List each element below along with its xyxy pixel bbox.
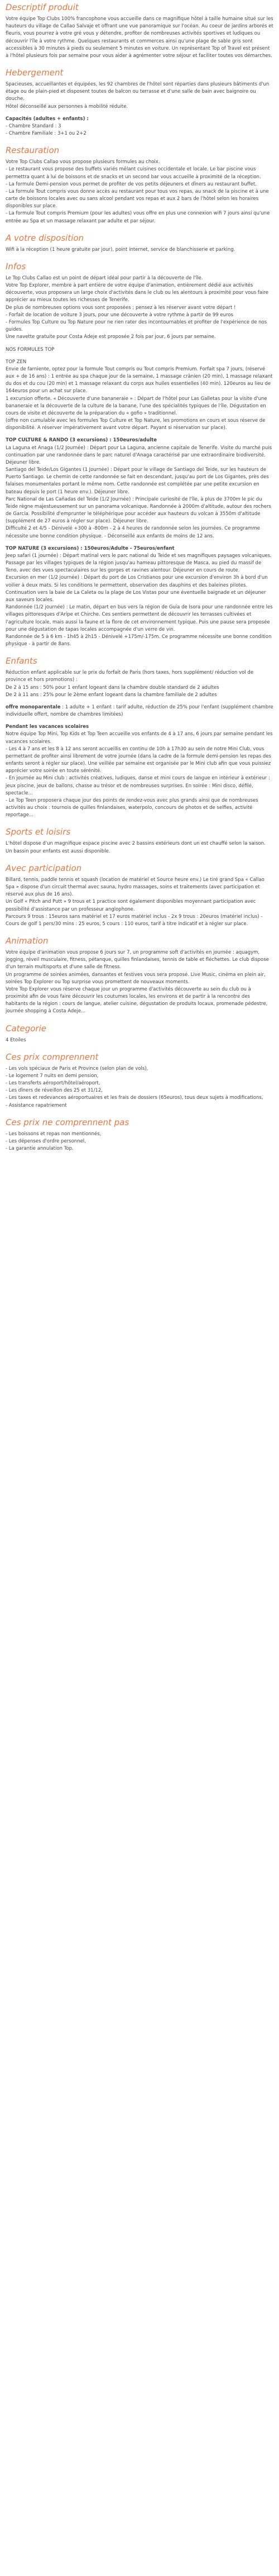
offre-label: offre monoparentale <box>6 704 61 710</box>
categorie-title: Categorie <box>6 1023 47 1034</box>
nature-block <box>6 545 273 648</box>
sports-text: L'hôtel dispose d'un magnifique espace piscine avec 2 bassins extérieurs dont un est chauffé selon la saison. Un bassin pour enfants est aussi disponible. <box>6 841 266 854</box>
offre-text: : 1 adulte + 1 enfant : tarif adulte, réduction de 25% pour l'enfant (supplément chambre individuelle offert, nombre de chambres limitées) <box>6 704 273 718</box>
disposition-text: Wifi à la réception (1 heure gratuite par jour), point internet, service de blanchisserie et parking. <box>6 246 235 253</box>
culture-title: TOP CULTURE & RANDO (3 excursions) : 150euros/adulte <box>6 437 157 444</box>
capacites-title: Capacités (adultes + enfants) : <box>6 116 89 122</box>
restauration-text: Votre Top Clubs Callao vous propose plusieurs formules au choix. - Le restaurant vous propose des buffets variés mêlant cuisines occidentale et locale. Le bar piscine vous permettra quant à lui de boissons et de snacks et un second bar vous accueille à proximité de la réception. - La formule Demi-pension vous permet de profiter de vos petits déjeuners et dîners au restaurant buffet. - La formule Tout compris vous donne accès au restaurant pour tous vos repas, au snack de la piscine et à une carte de boissons locales avec ou sans alcool pendant vos repas et aux 2 bars de l'hôtel selon les horaires disponibles sur place. - La formule Tout compris Premium (pour les adultes) vous offre en plus une connexion wifi 7 jours ainsi qu'une entrée au Spa et un massage relaxant par adulte et par séjour. <box>6 159 270 224</box>
culture-text: La Laguna et Anaga (1/2 Journée) : Départ pour La Laguna, ancienne capitale de Tenerife. Visite du marché puis continuation par une randonnée dans le parc naturel d'Anaga caractérisé par une extraordinaire biodiversité. Déjeuner libre. Santiago del Teide/Los Gigantes (1 Journée) : Départ pour le village de Santiago del Teide, sur les hauteurs de Puerto Santiago. Le chemin de cette randonnée se fait en descendant, jusqu'au port de Los Gigantes, près des falaises monumentales portant le même nom. Cette randonnée est complétée par une petite excursion en bateau depuis le port (1 heure env.). Déjeuner libre. Parc National de Las Cañadas del Teide (1/2 Journée) : Principale curiosité de l'île, à plus de 3700m le pic du Teide règne majestueusement sur un panorama volcanique. Randonnée à 2000m d'altitude, autour des rochers de García. Possibilité d'emprunter le téléphérique pour accéder aux hauteurs du volcan à 3550m d'altitude (supplément de 27 euros à régler sur place). Déjeuner libre. Difficulté 2 et 4/5 - Dénivelé +300 à -800m - 2 à 4 heures de randonnée selon les journées. Ce programme nécessite une bonne condition physique. - Déconseillé aux enfants de moins de 12 ans. <box>6 445 272 539</box>
participation-title: Avec participation <box>6 863 82 873</box>
vacances-title: Pendant les vacances scolaires <box>6 724 89 730</box>
capacites-block <box>6 116 273 138</box>
animation-title: Animation <box>6 936 49 946</box>
nepas-text: - Les boissons et repas non mentionnés, - Les dépenses d'ordre personnel, - La garantie annulation Top. <box>6 1131 102 1152</box>
infos-text: Le Top Clubs Callao est un point de départ idéal pour partir à la découverte de l'île. Votre Top Explorer, membre à part entière de votre équipe d'animation, entièrement dédié aux activités découverte, vous proposera un large choix d'activités dans le club ou les alentours à proximité pour vous faire apprécier au mieux toutes les richesses de Tenerife. De plus de nombreuses options vous sont proposées ; pensez à les réserver avant votre départ ! - Forfait de location de voiture 3 jours, pour une découverte à votre rythme à partir de 99 euros - Formules Top Culture ou Top Nature pour ne rien rater des incontournables et profiter de l'expérience de nos guides. Une navette gratuite pour Costa Adeje est proposée 2 fois par jour, 6 jours par semaine. <box>6 275 268 340</box>
nature-title: TOP NATURE (3 excursions) : 150euros/Adulte - 75euros/enfant <box>6 545 175 551</box>
hebergement-text: Spacieuses, accueillantes et équipées, les 92 chambres de l'hôtel sont réparties dans plusieurs bâtiments d'un étage ou de plain-pied et disposent toutes de balcon ou terrasse et d'une salle de bain avec baignoire ou douche. Hôtel déconseillé aux personnes à mobilité réduite. <box>6 82 270 109</box>
descriptif-title: Descriptif produit <box>6 2 79 12</box>
enfants-title: Enfants <box>6 656 37 666</box>
vacances-block <box>6 723 273 819</box>
comprend-text: - Les vols spéciaux de Paris et Province (selon plan de vols), - Le logement 7 nuits en demi pension, - Les transferts aéroport/hôtel/aéroport, - Les dîners de réveillon des 25 et 31/12, - Les taxes et redevances aéroportuaires et les frais de dossiers (65euros), tous deux sujets à modifications, - Assistance rapatriement <box>6 1065 263 1108</box>
restauration-title: Restauration <box>6 145 60 156</box>
offre-monoparentale <box>6 704 273 718</box>
nepas-title: Ces prix ne comprennent pas <box>6 1117 129 1127</box>
participation-text: Billard, tennis, paddle tennis et squash (location de matériel et Source heure env.) Le tiré grand Spa « Callao Spa » dispose d'un circuit thermal avec sauna, hydro massages, soins et traitements (avec participation et réservé aux plus de 16 ans). Un Golf « Pitch and Putt » 9 trous et 1 practice sont également disponibles moyennant participation avec possibilité d'assistance par un professeur anglophone. Parcours 9 trous : 15euros sans matériel et 17 euros matériel inclus - 2x 9 trous : 20euros (matériel inclus) - Cours de golf 1 pers/30 mins : 25 euros, 5 cours : 110 euros, tarif à titre indicatif et à régler sur place. <box>6 877 264 927</box>
comprend-title: Ces prix comprennent <box>6 1051 99 1062</box>
vacances-text: Notre équipe Top Mini, Top Kids et Top Teen accueille vos enfants de 4 à 17 ans, 6 jours par semaine pendant les vacances scolaires. - Les 4 à 7 ans et les 8 à 12 ans seront accueillis en continu de 10h à 17h30 au sein de notre Mini Club, vous permettant de profiter ainsi librement de votre journée (dans la cadre de la formule demi-pension les repas des enfants seront à régler sur place). Une veillée par semaine est organisée par le Mini club afin que vous puissiez apprécier votre soirée en toute sérénité. - En journée au Mini club : activités créatives, ludiques, danse et mini cours de langue en intérieur à extérieur : jeux piscine, jeux de ballons, chasse au trésor et de nombreuses surprises. En soirée : Mini disco, défilé, spectacle... - Le Top Teen proposera chaque jour des points de rendez-vous avec plus grands ainsi que de nombreuses activités au choix : tournois de quilles finlandaises, waterpolo, concours de photos et de selfies, activité reportage... <box>6 731 273 818</box>
nature-text: Jeep safari (1 journée) : Départ matinal vers le parc national du Teide et ses magnifiques paysages volcaniques. Passage par les villages typiques de la région jusqu'au hameau pittoresque de Masca, au pied du massif de Teno, avec des vues spectaculaires sur les gorges et ravines alentour. Déjeuner en cours de route. Excursion en mer (1/2 journée) : Départ du port de Los Cristianos pour une excursion d'environ 3h à bord d'un voilier à deux mats. Si les conditions le permettent, observation des dauphins et des baleines pilotes. Continuation vers la baie de La Caleta ou la plage de Los Vistas pour une éventuelle baignade et un déjeuner aux saveurs locales. Randonnée (1/2 journée) : Le matin, départ en bus vers la région de Guía de Isora pour une randonnée entre les villages pittoresques d'Arípe et Chirche. Ces sentiers permettent de découvrir les terrasses cultivées et l'agriculture locale, mais aussi la faune et la flore de cet environnement typique. Puis une pause sera proposée pour une dégustation de tapas locales accompagnée d'un verre de vin. Randonnée de 5 à 6 km - 1h45 à 2h15 - Dénivelé +175m/-175m. Ce programme nécessite une bonne condition physique - à partir de 8ans. <box>6 553 273 647</box>
formules-title: NOS FORMULES TOP <box>6 346 55 353</box>
capacites-lines: - Chambre Standard : 3 - Chambre Familiale : 3+1 ou 2+2 <box>6 123 86 137</box>
formules-zen-text: TOP ZEN Envie de farniente, optez pour la formule Tout compris ou Tout compris Premium. Forfait spa 7 jours, (réservé aux + de 16 ans) : 1 entrée au spa chaque jour de la semaine, 1 massage crânien (20 min), 1 massage relaxant du dos et du cou (20 min) et 1 massage relaxant du corps aux huiles essentielles (40 min). 120euros au lieu de 164euros pour un achat sur place. 1 excursion offerte. « Découverte d'une bananeraie » : Départ de l'hôtel pour Las Galletas pour la visite d'une bananeraie et la découverte de la culture de la banane, l'une des spécialités typiques de l'île. Dégustation en cours de visite et découverte de la préparation du « gofio » traditionnel. (offre non cumulable avec les formules Top Culture et Top Nature, les promotions en cours et sous réserve de disponibilité. A réserver impérativement avant votre départ. Payant si réservation sur place). <box>6 359 273 431</box>
disposition-title: A votre disposition <box>6 232 84 243</box>
infos-title: Infos <box>6 261 26 272</box>
culture-block <box>6 437 273 540</box>
sports-title: Sports et loisirs <box>6 827 71 837</box>
enfants-text: Réduction enfant applicable sur le prix du forfait de Paris (hors taxes, hors supplément/ réduction vol de province et hors promotions) : De 2 à 15 ans : 50% pour 1 enfant logeant dans la chambre double standard de 2 adultes De 2 à 11 ans : 25% pour le 2ème enfant logeant dans la chambre familiale de 2 adultes <box>6 670 254 698</box>
hebergement-title: Hebergement <box>6 68 64 78</box>
categorie-text: 4 Etoiles <box>6 1037 26 1043</box>
animation-text: Votre équipe d'animation vous propose 6 jours sur 7, un programme soft d'activités en journée : aquagym, jogging, réveil musculaire, fitness, pétanque, quilles finlandaises, tennis de table et fléchettes. Le club dispose d'un terrain multisports et d'une salle de fitness. Un programme de soirées animées, dansantes et festives vous sera proposé. Live Music, cinéma en plein air, soirées Top Explorer ou Top surprise vous promettent de nouveaux moments. Votre Top Explorer vous réserve chaque jour un programme d'activités découverte au sein du club ou à proximité afin de vous faire découvrir les coutumes locales, les environs et de partir à la rencontre des habitants de la région : cours de langue, atelier cuisine, dégustation de produits locaux, promenade pédestre, journée shopping à Costa Adeje... <box>6 950 269 1015</box>
descriptif-text: Votre équipe Top Clubs 100% francophone vous accueille dans ce magnifique hôtel à taille humaine situé sur les hauteurs du village de Callao Salvaje et offrant une vue panoramique sur l'océan. Au coeur de jardins arborés et fleuris, vous pourrez à votre gré vous y détendre, profiter de nombreuses activités sportives et ludiques ou découvrir l'île à votre rythme. Quelques restaurants et commerces ainsi qu'une plage de sable gris sont accessibles à 30 minutes à pieds ou seulement 5 minutes en voiture. Un représentant Top of Travel est présent à l'hôtel plusieurs fois par semaine pour vous aider à agrémenter votre séjour et faciliter toutes vos démarches. <box>6 16 273 59</box>
product-page <box>0 2 279 1169</box>
